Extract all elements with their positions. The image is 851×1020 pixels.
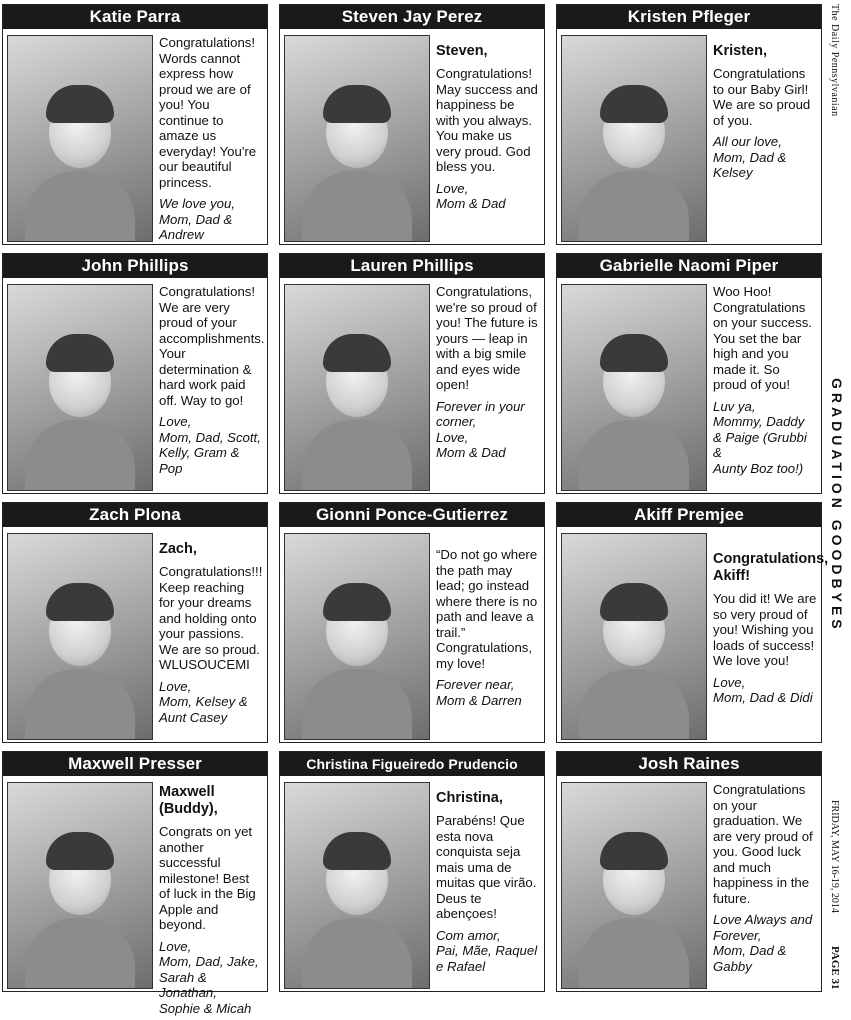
signature-line: Mom & Dad bbox=[436, 445, 506, 460]
signature-line: Forever near, bbox=[436, 677, 515, 692]
ad-card bbox=[556, 751, 822, 992]
graduate-photo bbox=[561, 284, 707, 491]
graduate-name: John Phillips bbox=[3, 254, 267, 278]
ad-grid bbox=[2, 4, 829, 1016]
graduate-photo bbox=[284, 533, 430, 740]
graduate-name: Josh Raines bbox=[557, 752, 821, 776]
graduate-name: Gionni Ponce-Gutierrez bbox=[280, 503, 544, 527]
message-text: Congratulations, we're so proud of you! The future is yours — leap in with a big smile and eyes wide open! bbox=[436, 284, 538, 392]
message-text: Congratulations! Words cannot express how proud we are of you! You continue to amaze us everyday! You're our beautiful princess. bbox=[159, 35, 257, 190]
signature-line: Forever in your corner, bbox=[436, 398, 525, 429]
graduate-name: Akiff Premjee bbox=[557, 503, 821, 527]
signature-line: e Rafael bbox=[436, 958, 486, 974]
graduate-photo bbox=[7, 782, 153, 989]
ad-card bbox=[556, 253, 822, 494]
signature-line: Pop bbox=[159, 460, 183, 476]
signature-line: Aunty Boz too!) bbox=[713, 460, 804, 476]
message-text: Congratulations on your graduation. We are very proud of you. Good luck and much happiness in the future. bbox=[713, 782, 813, 906]
graduate-name: Zach Plona bbox=[3, 503, 267, 527]
message-text: You did it! We are so very proud of you! Wishing you loads of success! We love you! bbox=[713, 591, 817, 668]
graduate-photo bbox=[561, 782, 707, 989]
message-text: Congratulations!!! Keep reaching for your dreams and holding onto your passions. We are so proud. WLUSOUCEMI bbox=[159, 564, 263, 672]
signature-line: Gabby bbox=[713, 958, 752, 974]
page-number: PAGE 31 bbox=[829, 946, 841, 990]
ad-message bbox=[436, 35, 540, 242]
signature-line: Mom, Dad & bbox=[713, 149, 787, 165]
section-title: GRADUATION GOODBYES bbox=[829, 378, 845, 633]
signature-line: Mommy, Daddy bbox=[713, 414, 805, 429]
graduate-photo bbox=[284, 782, 430, 989]
graduate-name: Gabrielle Naomi Piper bbox=[557, 254, 821, 278]
salutation: Kristen, bbox=[713, 43, 767, 59]
salutation: Maxwell (Buddy), bbox=[159, 784, 218, 817]
signature-line: Love Always and bbox=[713, 912, 813, 927]
ad-message bbox=[713, 782, 817, 989]
signature-line: Andrew bbox=[159, 227, 204, 242]
message-text: Woo Hoo! Congratulations on your success. You set the bar high and you made it. So proud of you! bbox=[713, 284, 812, 392]
signature-line: Forever, bbox=[713, 927, 762, 943]
graduate-photo bbox=[284, 284, 430, 491]
signature-line: Kelsey bbox=[713, 165, 753, 180]
graduate-name: Katie Parra bbox=[3, 5, 267, 29]
ad-message bbox=[436, 284, 540, 491]
message-text: Congratulations to our Baby Girl! We are so proud of you. bbox=[713, 66, 811, 128]
signature-line: Sophie & Micah bbox=[159, 1000, 252, 1016]
signature-line: & Paige (Grubbi & bbox=[713, 429, 807, 460]
graduate-name: Maxwell Presser bbox=[3, 752, 267, 776]
signature-line: Love, bbox=[436, 180, 469, 196]
message-text: Congratulations! May success and happiness be with you always. You make us very proud. God bless you. bbox=[436, 66, 538, 174]
ad-card bbox=[2, 502, 268, 743]
signature-line: Mom, Kelsey & bbox=[159, 694, 248, 709]
message-text: Congratulations! We are very proud of your accomplishments. Your determination & hard work paid off. Way to go! bbox=[159, 284, 265, 408]
signature-line: We love you, bbox=[159, 196, 235, 211]
signature-line: Kelly, Gram & bbox=[159, 445, 240, 460]
ad-message bbox=[713, 284, 817, 491]
graduate-name: Lauren Phillips bbox=[280, 254, 544, 278]
signature-line: Mom, Dad, Scott, bbox=[159, 429, 261, 445]
graduate-photo bbox=[284, 35, 430, 242]
signature-line: Love, bbox=[159, 414, 192, 429]
ad-card bbox=[2, 4, 268, 245]
message-text: Parabéns! Que esta nova conquista seja mais uma de muitas que virão. Deus te abençoes! bbox=[436, 813, 537, 921]
graduate-photo bbox=[561, 533, 707, 740]
signature-line: Sarah & Jonathan, bbox=[159, 969, 217, 1000]
signature-line: Mom, Dad & bbox=[159, 211, 233, 227]
graduate-photo bbox=[561, 35, 707, 242]
issue-date: FRIDAY, MAY 16-19, 2014 bbox=[829, 800, 840, 913]
signature-line: Mom & Dad bbox=[436, 196, 506, 211]
signature-line: Love, bbox=[713, 674, 746, 690]
salutation: Congratulations, Akiff! bbox=[713, 551, 829, 584]
signature-line: Love, bbox=[436, 429, 469, 445]
message-text: Congrats on yet another successful milestone! Best of luck in the Big Apple and beyond. bbox=[159, 824, 256, 932]
ad-card bbox=[279, 4, 545, 245]
ad-message bbox=[713, 533, 828, 740]
ad-card bbox=[279, 502, 545, 743]
signature-line: Com amor, bbox=[436, 927, 501, 943]
graduate-name: Christina Figueiredo Prudencio bbox=[280, 752, 544, 776]
ad-message bbox=[159, 35, 263, 243]
ad-message bbox=[436, 782, 540, 989]
signature-line: All our love, bbox=[713, 134, 782, 149]
signature-line: Love, bbox=[159, 938, 192, 954]
ad-message bbox=[159, 284, 265, 491]
ad-card bbox=[2, 253, 268, 494]
ad-message bbox=[713, 35, 817, 242]
ad-message bbox=[159, 533, 263, 740]
signature-line: Love, bbox=[159, 678, 192, 694]
ad-card bbox=[556, 502, 829, 743]
signature-line: Mom, Dad & bbox=[713, 943, 787, 958]
salutation: Zach, bbox=[159, 541, 197, 557]
signature-line: Aunt Casey bbox=[159, 709, 228, 725]
signature-line: Mom, Dad & Didi bbox=[713, 690, 813, 705]
ad-message bbox=[436, 533, 540, 740]
graduate-photo bbox=[7, 284, 153, 491]
graduate-name: Steven Jay Perez bbox=[280, 5, 544, 29]
signature-line: Luv ya, bbox=[713, 398, 756, 414]
graduate-photo bbox=[7, 35, 153, 242]
message-text: “Do not go where the path may lead; go instead where there is no path and leave a trail.” Congratulations, my love! bbox=[436, 547, 538, 671]
newspaper-name: The Daily Pennsylvanian bbox=[829, 4, 840, 117]
signature-line: Pai, Mãe, Raquel bbox=[436, 943, 538, 958]
signature-line: Mom, Dad, Jake, bbox=[159, 954, 259, 969]
graduate-name: Kristen Pfleger bbox=[557, 5, 821, 29]
salutation: Steven, bbox=[436, 43, 488, 59]
ad-card bbox=[279, 751, 545, 992]
salutation: Christina, bbox=[436, 790, 503, 806]
ad-message bbox=[159, 782, 263, 1016]
ad-card bbox=[556, 4, 822, 245]
ad-card bbox=[2, 751, 268, 1016]
ad-card bbox=[279, 253, 545, 494]
page-margin bbox=[825, 0, 849, 1000]
graduate-photo bbox=[7, 533, 153, 740]
signature-line: Mom & Darren bbox=[436, 692, 522, 708]
